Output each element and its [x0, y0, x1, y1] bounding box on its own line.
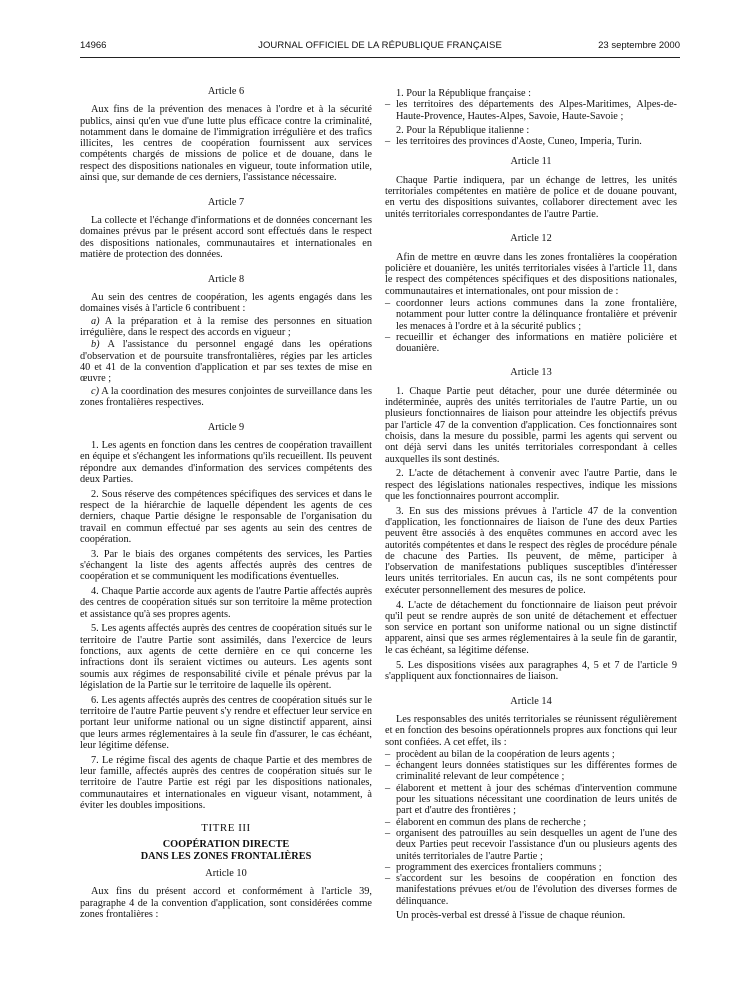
zone-italy-list [385, 136, 677, 147]
titre-heading-line-1: COOPÉRATION DIRECTE [162, 839, 290, 851]
article-11-heading: Article 11 [510, 156, 552, 168]
article-14-closing: Un procès-verbal est dressé à l'issue de chaque réunion. [396, 910, 626, 921]
journal-title: JOURNAL OFFICIEL DE LA RÉPUBLIQUE FRANÇAISE [258, 40, 502, 51]
article-8-intro: Au sein des centres de coopération, les agents engagés dans les domaines visés à l'article 6 contribuent : [80, 292, 372, 315]
article-13-para-3: 3. En sus des missions prévues à l'article 47 de la convention d'application, les fonctionnaires de liaison de l'une des deux Parties peuvent être associés à des enquêtes communes en accord avec les autorités compétentes et dans le respect des règles de procédure pénale de chacune des Parties. Ils peuvent, de même, participer à l'observation de manifestations publiques susceptibles d'intéresser leurs unités territoriales. En aucun cas, ils ne sont compétents pour exécuter personnellement des mesures de police. [385, 505, 677, 596]
article-9-para-1: 1. Les agents en fonction dans les centres de coopération travaillent en équipe et s'échangent les informations qu'ils recueillent. Ils peuvent répondre aux demandes d'information des services compétents des deux Parties. [80, 439, 372, 485]
titre-label: TITRE III [201, 822, 251, 835]
list-item: – procèdent au bilan de la coopération de leurs agents ; [385, 749, 677, 760]
article-13-heading: Article 13 [510, 367, 552, 379]
article-10-heading: Article 10 [205, 868, 247, 880]
article-13-para-4: 4. L'acte de détachement du fonctionnaire de liaison peut prévoir qu'il peut se rendre auprès de son unité de détachement et effectuer son service en portant son uniforme national ou un signe distinctif apparent, ainsi que ses armes réglementaires à la seule fin de garantir, le cas échéant, sa légitime défense. [385, 599, 677, 656]
list-item: – organisent des patrouilles au sein desquelles un agent de l'une des deux Parties peut recevoir l'assistance d'un ou plusieurs agents des unités territoriales de l'autre Partie ; [385, 828, 677, 862]
article-8-item-c [80, 386, 372, 409]
list-item: – s'accordent sur les besoins de coopération en fonction des manifestations prévues et/ou de l'évolution des diverses formes de délinquance. [385, 873, 677, 907]
article-8-heading: Article 8 [207, 273, 245, 285]
left-column [80, 86, 372, 924]
item-text: A l'assistance du personnel engagé dans les opérations d'observation et de poursuite transfrontalières, régies par les articles 40 et 41 de la convention d'application et par ses textes de mise en œuvre ; [80, 339, 372, 385]
page-header [80, 40, 680, 54]
list-item: – les territoires des provinces d'Aoste, Cuneo, Imperia, Turin. [385, 136, 677, 147]
zone-france-label: 1. Pour la République française : [396, 88, 531, 99]
item-text: A la préparation et à la remise des personnes en situation irrégulière, dans le respect des accords en vigueur ; [80, 315, 372, 339]
article-8-item-b [80, 339, 372, 384]
article-13-para-5: 5. Les dispositions visées aux paragraphes 4, 5 et 7 de l'article 9 s'appliquent aux fonctionnaires de liaison. [385, 659, 677, 682]
article-12-heading: Article 12 [510, 233, 552, 245]
page-number: 14966 [80, 40, 107, 51]
article-9-para-4: 4. Chaque Partie accorde aux agents de l'autre Partie affectés auprès des centres de coopération situés sur son territoire la même protection et assistance qu'à ses propres agents. [80, 585, 372, 620]
zone-italy-label: 2. Pour la République italienne : [396, 124, 530, 136]
item-label: a) [91, 315, 100, 327]
article-13-para-1: 1. Chaque Partie peut détacher, pour une durée déterminée ou indéterminée, auprès des unités territoriales de l'autre Partie, un ou plusieurs fonctionnaires de liaison pour atteindre les objectifs prévus par l'article 47 de la convention d'application. Ces fonctionnaires sont choisis, dans la mesure du possible, parmi les agents qui servent ou ont déjà servi dans les unités territoriales correspondant à celles auxquelles ils sont destinés. [385, 385, 677, 465]
article-12-list [385, 298, 677, 354]
article-6-text: Aux fins de la prévention des menaces à l'ordre et à la sécurité publics, ainsi qu'en vue d'une lutte plus efficace contre la criminalité, notamment dans le domaine de l'immigration irrégulière et des trafics illicites, les centres de coopération fournissent aux services compétents chargés de missions de police et de douane, dans le respect des dispositions nationales en vigueur, toute information utile, ainsi que, sur demande de ces derniers, l'assistance nécessaire. [80, 104, 372, 184]
article-14-heading: Article 14 [510, 695, 552, 707]
list-item: – programment des exercices frontaliers communs ; [385, 862, 677, 873]
article-9-para-3: 3. Par le biais des organes compétents des services, les Parties s'échangent la liste des agents affectés auprès des centres de coopération et se communiquent les modifications éventuelles. [80, 548, 372, 583]
right-column [385, 88, 677, 925]
list-item: – élaborent en commun des plans de recherche ; [385, 817, 677, 828]
article-14-intro: Les responsables des unités territoriales se réunissent régulièrement et en fonction des besoins opérationnels propres aux fonctions qui leur sont confiées. A cet effet, ils : [385, 713, 677, 748]
article-10-text: Aux fins du présent accord et conformément à l'article 39, paragraphe 4 de la convention d'application, sont considérées comme zones frontalières : [80, 886, 372, 920]
article-8-item-a [80, 316, 372, 339]
article-12-text: Afin de mettre en œuvre dans les zones frontalières la coopération policière et douanière, les unités territoriales visées à l'article 11, dans le respect des compétences spécifiques et des dispositions nationales, communautaires et internationales, ont pour mission de : [385, 251, 677, 297]
list-item: – élaborent et mettent à jour des schémas d'intervention commune pour les situations nécessitant une coordination de leurs unités de part et d'autre des frontières ; [385, 783, 677, 817]
article-9-para-5: 5. Les agents affectés auprès des centres de coopération situés sur le territoire de l'autre Partie sont assimilés, dans l'exercice de leurs fonctions, aux agents de cette dernière en ce qui concerne les infractions dont ils seraient victimes ou auteurs. Les agents sont soumis aux régimes de responsabilité civile et pénale prévus par la législation de la Partie sur le territoire de laquelle ils opèrent. [80, 623, 372, 691]
zone-france-list [385, 99, 677, 122]
list-item: – échangent leurs données statistiques sur les différentes formes de criminalité relevant de leur compétence ; [385, 760, 677, 783]
list-item: – les territoires des départements des Alpes-Maritimes, Alpes-de-Haute-Provence, Hautes-Alpes, Savoie, Haute-Savoie ; [385, 99, 677, 122]
article-14-list [385, 749, 677, 907]
article-7-text: La collecte et l'échange d'informations et de données concernant les domaines prévus par le présent accord sont effectués dans le respect des dispositions nationales, communautaires et internationales en matière de protection des données. [80, 215, 372, 261]
article-9-para-7: 7. Le régime fiscal des agents de chaque Partie et des membres de leur famille, affectés auprès des centres de coopération situés sur le territoire de l'autre Partie est régi par les dispositions nationales, communautaires et internationales en vigueur visant, notamment, à éviter les doubles impositions. [80, 754, 372, 811]
article-9-para-2: 2. Sous réserve des compétences spécifiques des services et dans le respect de la hiérarchie de laquelle dépendent les agents de ces derniers, chaque Partie désigne le responsable de l'organisation du travail en commun effectué par ses agents au sein des centres de coopération. [80, 488, 372, 545]
article-9-para-6: 6. Les agents affectés auprès des centres de coopération situés sur le territoire de l'autre Partie peuvent s'y rendre et effectuer leur service en portant leur uniforme national ou un signe distinctif apparent, ainsi que leurs armes réglementaires à la seule fin d'assurer, le cas échéant, leur légitime défense. [80, 694, 372, 751]
header-rule [80, 57, 680, 58]
item-text: A la coordination des mesures conjointes de surveillance dans les zones frontalières respectives. [80, 385, 372, 408]
list-item: – coordonner leurs actions communes dans la zone frontalière, notamment pour lutter contre la délinquance frontalière et prévenir les menaces à l'ordre et à la sécurité publics ; [385, 298, 677, 332]
item-label: b) [91, 339, 100, 351]
list-item: – recueillir et échanger des informations en matière policière et douanière. [385, 332, 677, 355]
titre-heading-line-2: DANS LES ZONES FRONTALIÈRES [140, 850, 312, 862]
article-11-text: Chaque Partie indiquera, par un échange de lettres, les unités territoriales compétentes en matière de police et de douane pouvant, en vertu des dispositions suivantes, collaborer directement avec les unités territoriales correspondantes de l'autre Partie. [385, 174, 677, 220]
article-13-para-2: 2. L'acte de détachement à convenir avec l'autre Partie, dans le respect des législations nationales respectives, indique les missions que les fonctionnaires pourront accomplir. [385, 468, 677, 502]
publication-date: 23 septembre 2000 [598, 40, 680, 51]
article-6-heading: Article 6 [207, 86, 245, 97]
titre-3-block [80, 823, 372, 862]
article-9-heading: Article 9 [207, 421, 245, 433]
article-7-heading: Article 7 [207, 196, 245, 208]
item-label: c) [91, 385, 99, 397]
